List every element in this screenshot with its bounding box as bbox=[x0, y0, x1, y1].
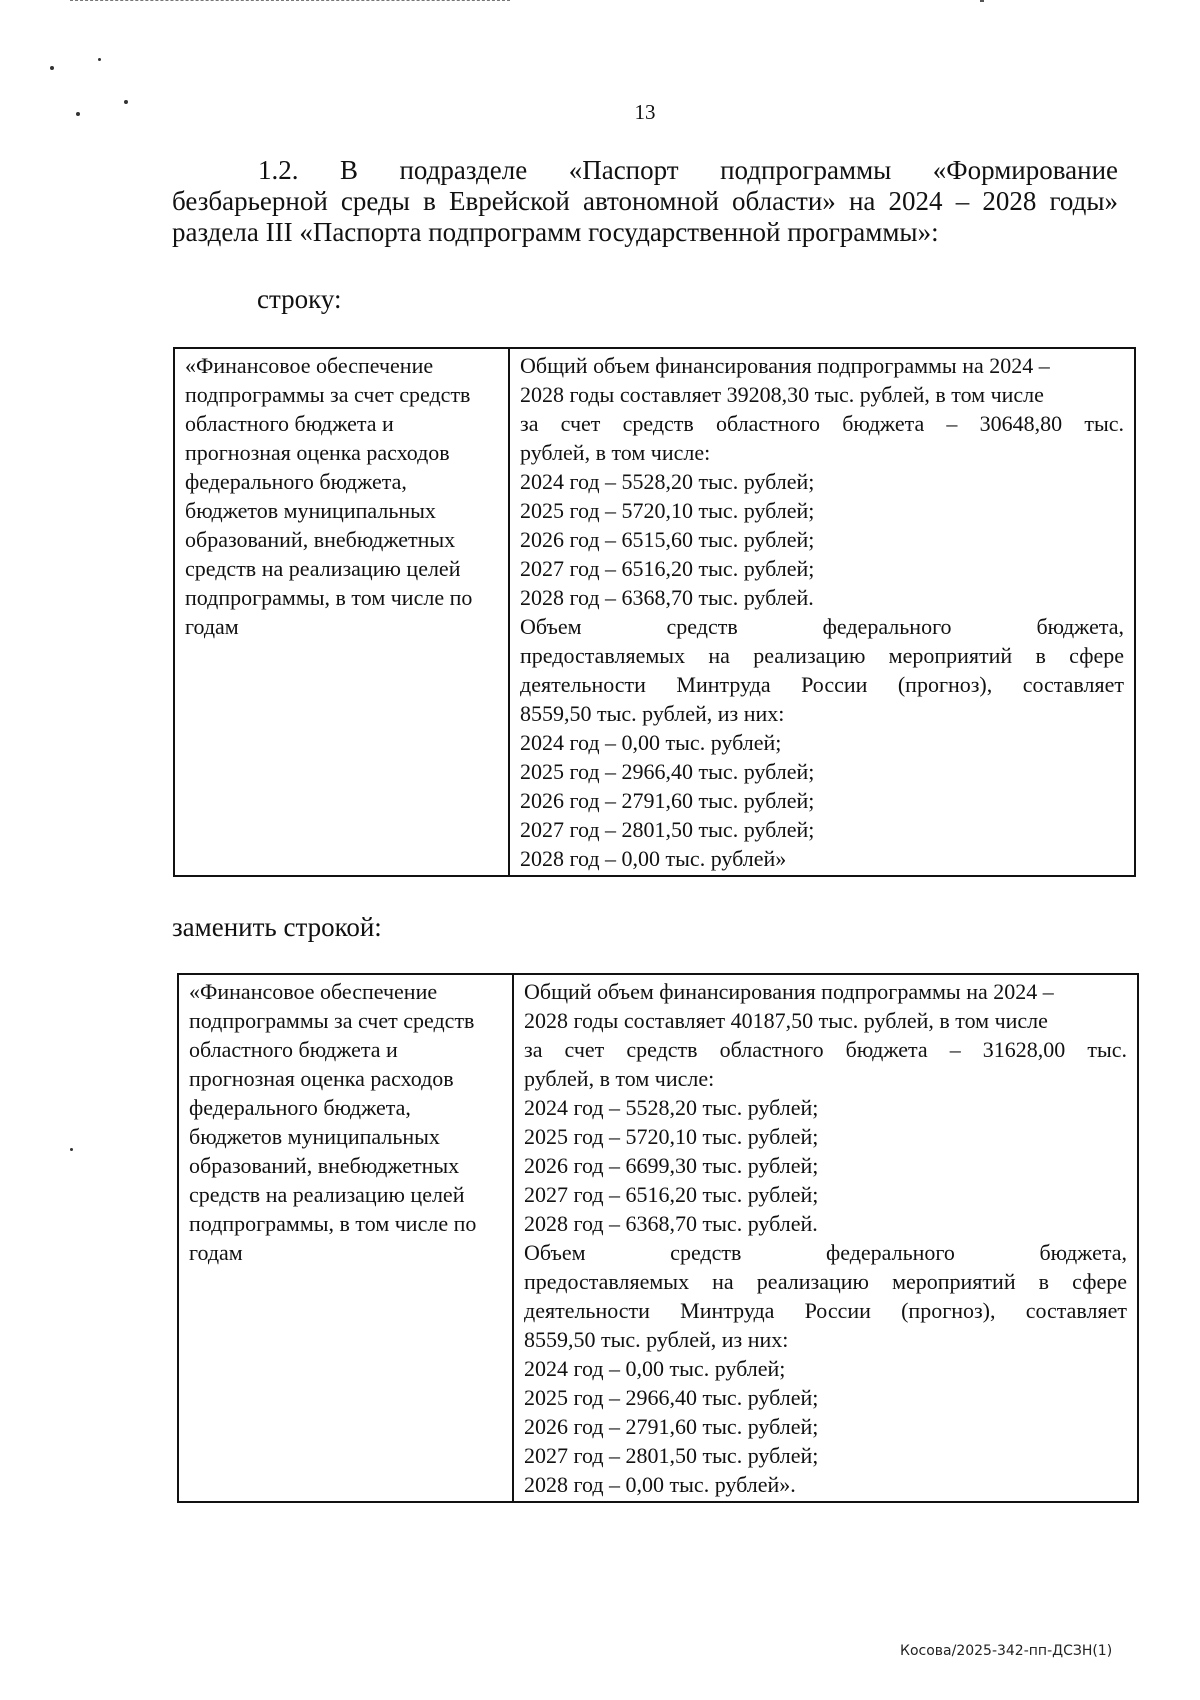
cell-line: предоставляемых на реализацию мероприятий в сфере bbox=[520, 643, 1124, 668]
cell-line: 2025 год – 2966,40 тыс. рублей; bbox=[520, 759, 815, 784]
cell-line: 2024 год – 0,00 тыс. рублей; bbox=[520, 730, 782, 755]
old-right-cell bbox=[509, 348, 1135, 876]
cell-line: средств на реализацию целей bbox=[185, 556, 461, 581]
cell-line: 2026 год – 6515,60 тыс. рублей; bbox=[520, 527, 815, 552]
page-number: 13 bbox=[634, 100, 656, 124]
cell-line: бюджетов муниципальных bbox=[185, 498, 436, 523]
label-before: строку: bbox=[257, 284, 342, 314]
intro-word: подразделе bbox=[399, 155, 528, 185]
cell-line: 8559,50 тыс. рублей, из них: bbox=[520, 701, 785, 726]
cell-line: Объем средств федерального бюджета, bbox=[524, 1240, 1127, 1265]
cell-line: образований, внебюджетных bbox=[189, 1153, 460, 1178]
cell-line: 2028 год – 6368,70 тыс. рублей. bbox=[524, 1211, 818, 1236]
intro-word: В bbox=[339, 155, 358, 185]
new-right-cell bbox=[513, 974, 1138, 1502]
cell-line: годам bbox=[185, 614, 239, 639]
scan-edge-mark bbox=[980, 0, 984, 2]
new-left-cell bbox=[178, 974, 513, 1502]
cell-line: федерального бюджета, bbox=[189, 1095, 411, 1120]
cell-line: 2027 год – 6516,20 тыс. рублей; bbox=[524, 1182, 819, 1207]
cell-line: рублей, в том числе: bbox=[520, 440, 711, 465]
old-finance-table bbox=[173, 347, 1136, 877]
cell-line: 2026 год – 2791,60 тыс. рублей; bbox=[520, 788, 815, 813]
document-code: Косова/2025-342-пп-ДСЗН(1) bbox=[900, 1643, 1113, 1659]
intro-word: «Формирование bbox=[932, 155, 1118, 185]
cell-line: 2026 год – 2791,60 тыс. рублей; bbox=[524, 1414, 819, 1439]
cell-line: 2024 год – 0,00 тыс. рублей; bbox=[524, 1356, 786, 1381]
cell-line: за счет средств областного бюджета – 30648,80 тыс. bbox=[520, 411, 1124, 436]
cell-line: подпрограммы, в том числе по bbox=[185, 585, 473, 610]
intro-line-1 bbox=[172, 155, 1118, 186]
cell-line: 2024 год – 5528,20 тыс. рублей; bbox=[524, 1095, 819, 1120]
cell-line: 2025 год – 5720,10 тыс. рублей; bbox=[520, 498, 815, 523]
cell-line: Объем средств федерального бюджета, bbox=[520, 614, 1124, 639]
intro-word: «Паспорт bbox=[568, 155, 679, 185]
cell-line: 2028 год – 6368,70 тыс. рублей. bbox=[520, 585, 814, 610]
cell-line: деятельности Минтруда России (прогноз), составляет bbox=[524, 1298, 1127, 1323]
label-after: заменить строкой: bbox=[172, 912, 382, 942]
cell-line: 2025 год – 5720,10 тыс. рублей; bbox=[524, 1124, 819, 1149]
cell-line: годам bbox=[189, 1240, 243, 1265]
cell-line: рублей, в том числе: bbox=[524, 1066, 715, 1091]
scan-speck bbox=[98, 58, 101, 61]
cell-line: «Финансовое обеспечение bbox=[185, 353, 434, 378]
cell-line: 2028 год – 0,00 тыс. рублей». bbox=[524, 1472, 796, 1497]
cell-line: 2025 год – 2966,40 тыс. рублей; bbox=[524, 1385, 819, 1410]
cell-line: прогнозная оценка расходов bbox=[189, 1066, 454, 1091]
cell-line: 2028 годы составляет 40187,50 тыс. рублей, в том числе bbox=[524, 1008, 1048, 1033]
cell-line: областного бюджета и bbox=[189, 1037, 398, 1062]
cell-line: предоставляемых на реализацию мероприятий в сфере bbox=[524, 1269, 1127, 1294]
cell-line: деятельности Минтруда России (прогноз), составляет bbox=[520, 672, 1124, 697]
old-left-cell bbox=[174, 348, 509, 876]
table-row bbox=[174, 348, 1135, 876]
cell-line: областного бюджета и bbox=[185, 411, 394, 436]
cell-line: подпрограммы, в том числе по bbox=[189, 1211, 477, 1236]
cell-line: 2027 год – 6516,20 тыс. рублей; bbox=[520, 556, 815, 581]
cell-line: образований, внебюджетных bbox=[185, 527, 456, 552]
cell-line: за счет средств областного бюджета – 31628,00 тыс. bbox=[524, 1037, 1127, 1062]
cell-line: подпрограммы за счет средств bbox=[189, 1008, 475, 1033]
cell-line: 8559,50 тыс. рублей, из них: bbox=[524, 1327, 789, 1352]
cell-line: 2027 год – 2801,50 тыс. рублей; bbox=[520, 817, 815, 842]
cell-line: Общий объем финансирования подпрограммы на 2024 – bbox=[524, 979, 1054, 1004]
scan-edge-rule bbox=[70, 0, 510, 2]
cell-line: федерального бюджета, bbox=[185, 469, 407, 494]
intro-word: 1.2. bbox=[258, 155, 299, 185]
cell-line: 2024 год – 5528,20 тыс. рублей; bbox=[520, 469, 815, 494]
cell-line: прогнозная оценка расходов bbox=[185, 440, 450, 465]
cell-line: 2028 годы составляет 39208,30 тыс. рублей, в том числе bbox=[520, 382, 1044, 407]
new-finance-table bbox=[177, 973, 1139, 1503]
cell-line: средств на реализацию целей bbox=[189, 1182, 465, 1207]
intro-line-3: раздела III «Паспорта подпрограмм государственной программы»: bbox=[172, 217, 939, 247]
cell-line: 2028 год – 0,00 тыс. рублей» bbox=[520, 846, 787, 871]
intro-word: подпрограммы bbox=[720, 155, 892, 185]
cell-line: 2026 год – 6699,30 тыс. рублей; bbox=[524, 1153, 819, 1178]
scan-speck bbox=[70, 1148, 73, 1151]
intro-paragraph bbox=[172, 155, 1118, 248]
cell-line: Общий объем финансирования подпрограммы на 2024 – bbox=[520, 353, 1050, 378]
intro-line-2: безбарьерной среды в Еврейской автономной области» на 2024 – 2028 годы» bbox=[172, 186, 1118, 216]
table-row bbox=[178, 974, 1138, 1502]
cell-line: бюджетов муниципальных bbox=[189, 1124, 440, 1149]
scan-speck bbox=[50, 66, 54, 70]
cell-line: «Финансовое обеспечение bbox=[189, 979, 438, 1004]
cell-line: 2027 год – 2801,50 тыс. рублей; bbox=[524, 1443, 819, 1468]
cell-line: подпрограммы за счет средств bbox=[185, 382, 471, 407]
